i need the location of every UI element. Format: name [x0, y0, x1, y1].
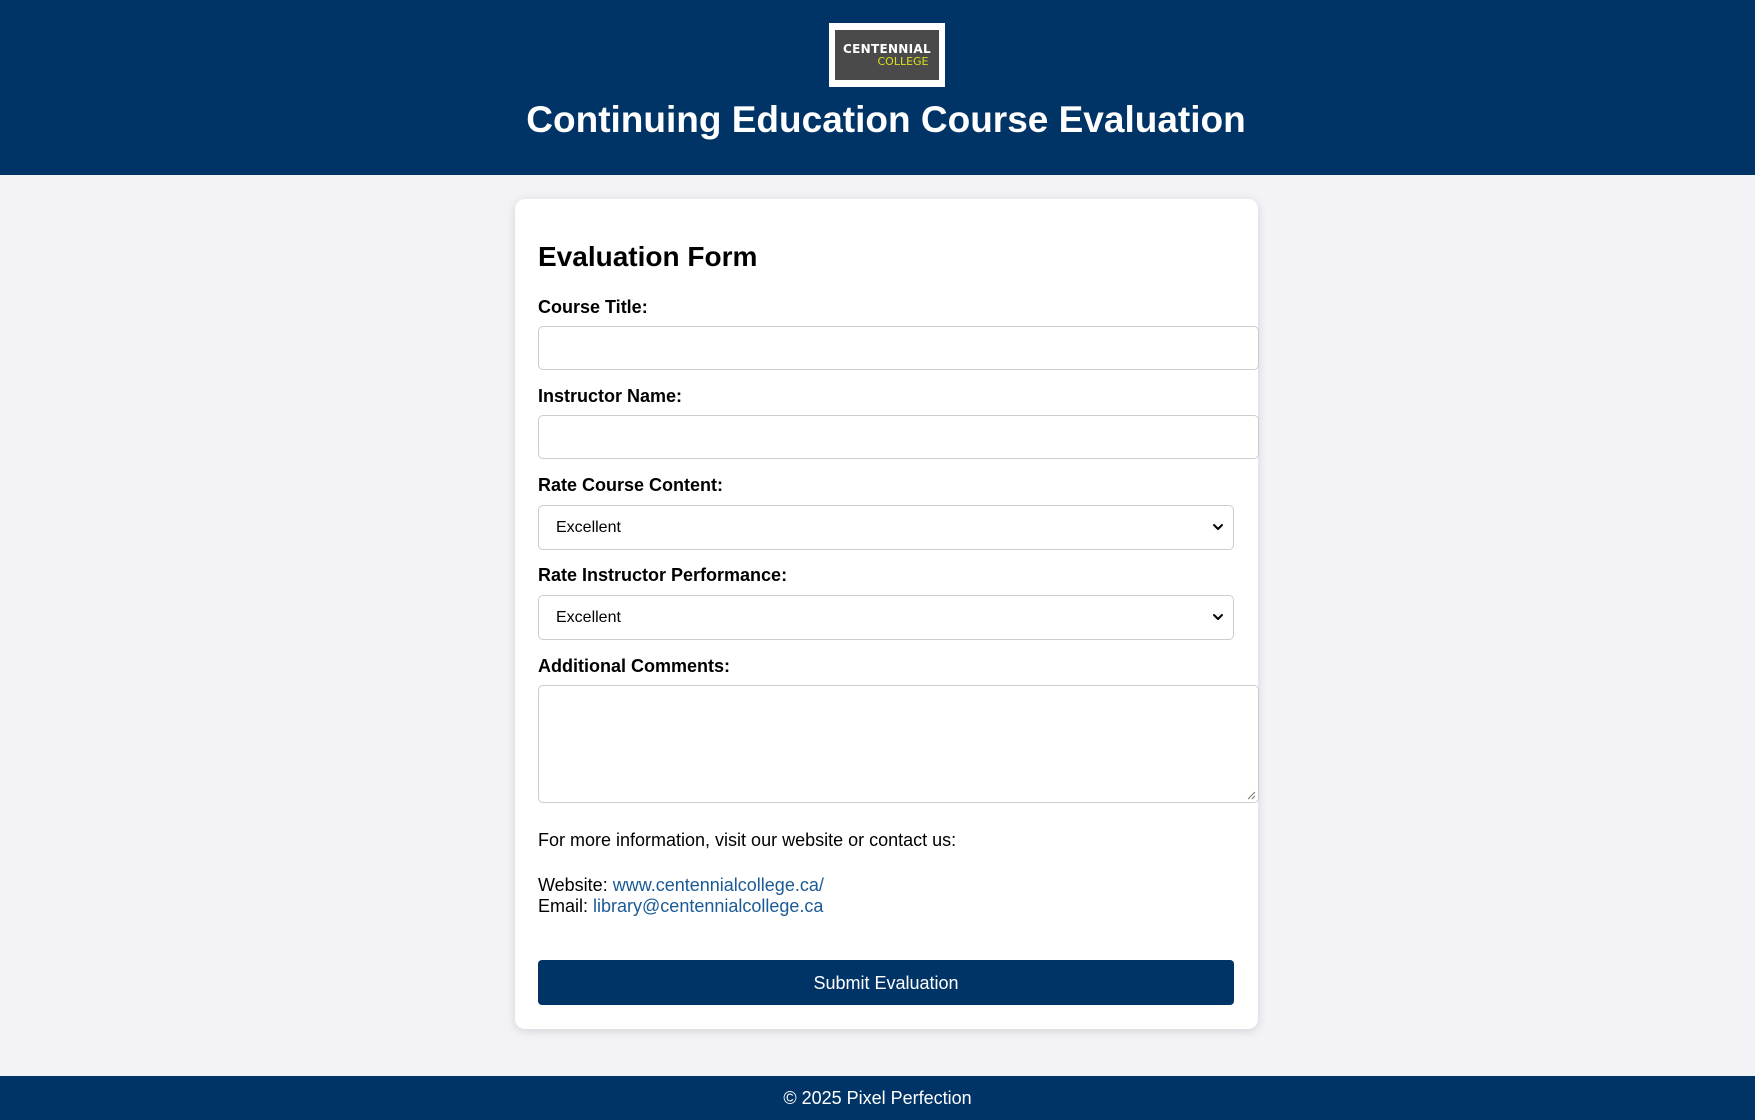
rate-course-content-label: Rate Course Content: [538, 475, 724, 495]
rate-course-content-select[interactable] [538, 505, 1234, 550]
website-link[interactable]: www.centennialcollege.ca/ [612, 875, 824, 895]
website-label: Website: [538, 875, 608, 895]
rate-instructor-performance-select[interactable] [538, 595, 1234, 640]
submit-evaluation-button[interactable]: Submit Evaluation [538, 960, 1234, 1005]
evaluation-form-card [515, 199, 1258, 1029]
logo-text-line2: COLLEGE [877, 55, 929, 68]
form-title: Evaluation Form [538, 241, 758, 272]
resize-grip-icon[interactable] [1247, 791, 1256, 800]
rate-course-content-value: Excellent [556, 519, 621, 536]
additional-comments-textarea[interactable] [538, 685, 1259, 803]
logo-badge [835, 30, 939, 80]
chevron-down-icon [1211, 610, 1225, 624]
additional-comments-label: Additional Comments: [538, 656, 730, 676]
email-link[interactable]: library@centennialcollege.ca [593, 896, 824, 916]
logo-text-line1: CENTENNIAL [843, 42, 931, 56]
course-title-label: Course Title: [538, 297, 648, 317]
college-logo [829, 23, 945, 87]
contact-info-text: For more information, visit our website or contact us: [538, 830, 957, 850]
page-header [0, 0, 1755, 175]
page-title: Continuing Education Course Evaluation [526, 99, 1246, 140]
website-line [538, 874, 824, 896]
rate-instructor-performance-label: Rate Instructor Performance: [538, 565, 788, 585]
instructor-name-input[interactable] [538, 415, 1259, 459]
page-footer [0, 1076, 1755, 1120]
course-title-input[interactable] [538, 326, 1259, 370]
instructor-name-label: Instructor Name: [538, 386, 683, 406]
rate-instructor-performance-value: Excellent [556, 609, 621, 626]
chevron-down-icon [1211, 520, 1225, 534]
email-label: Email: [538, 896, 589, 916]
footer-copyright: © 2025 Pixel Perfection [783, 1088, 972, 1108]
email-line [538, 895, 823, 917]
